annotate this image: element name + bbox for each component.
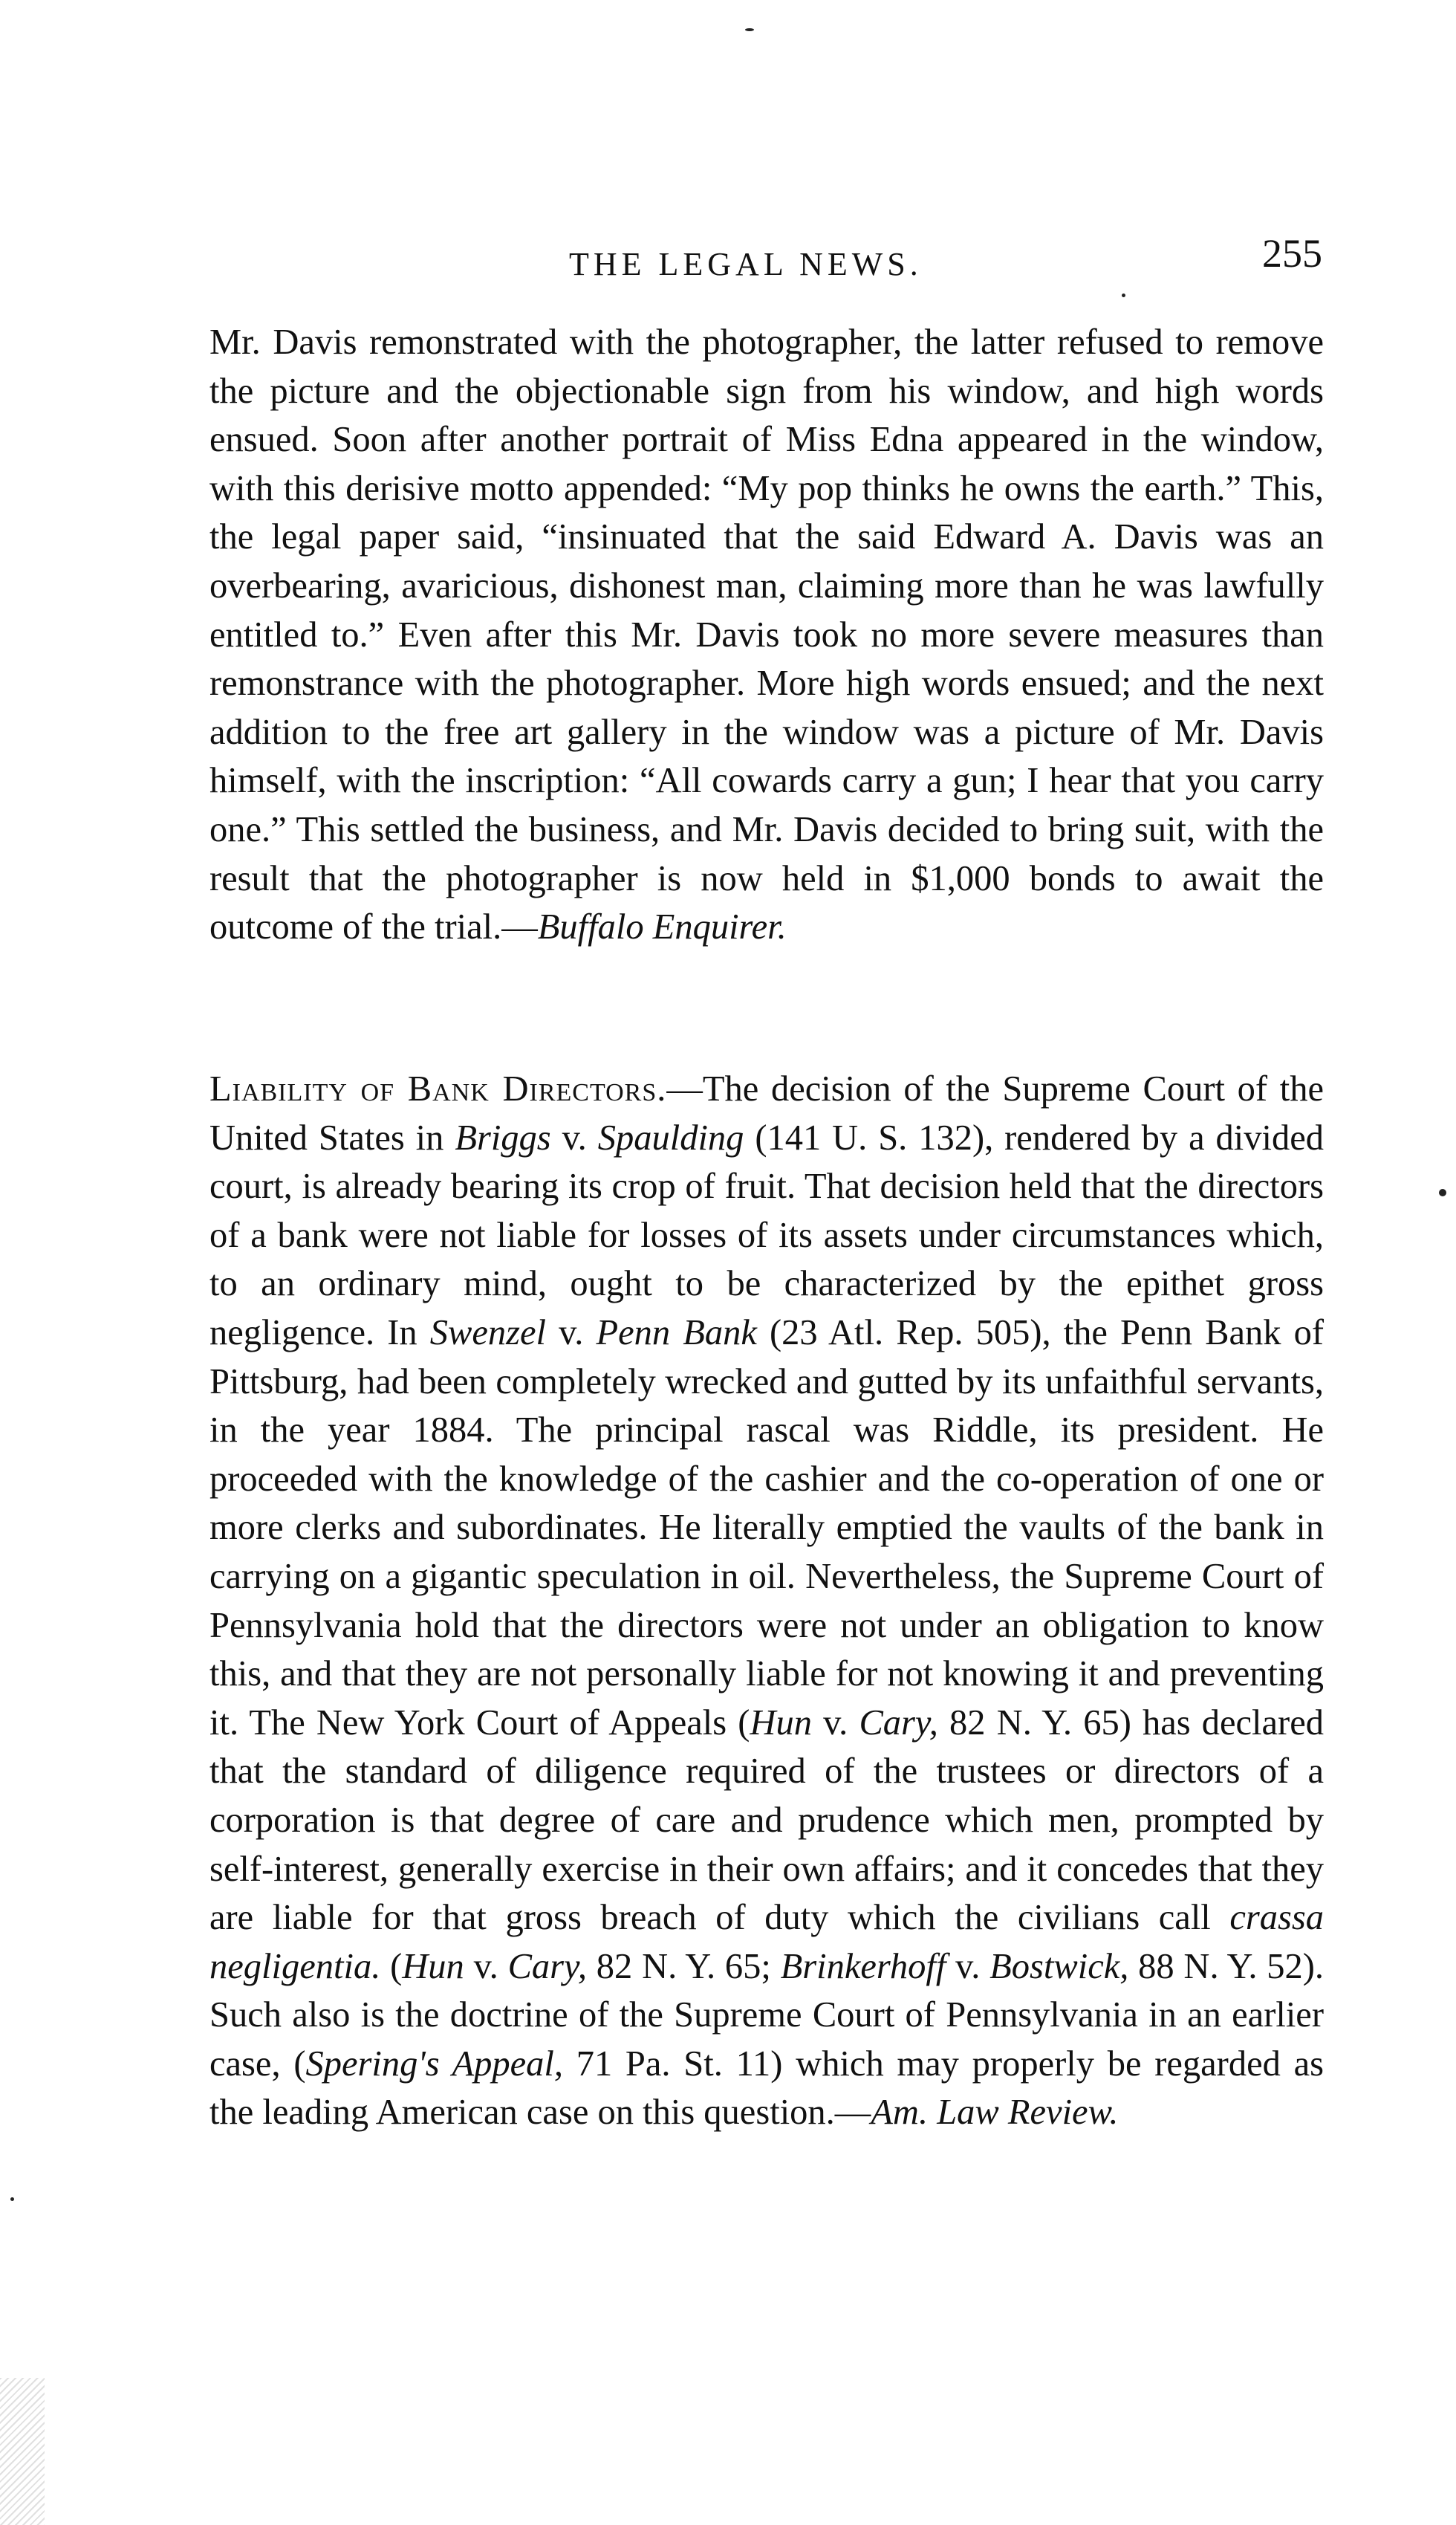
- italic-run: Buffalo Enquirer.: [537, 907, 787, 947]
- text-run: v.: [546, 1312, 597, 1352]
- ink-speck: [1122, 294, 1125, 297]
- italic-run: Hun: [750, 1702, 812, 1743]
- page-header: [208, 230, 1322, 290]
- text-run: 71 Pa. St. 11) which may properly be regarded as the leading American case on this question.—: [209, 2043, 1324, 2133]
- text-run: v.: [811, 1702, 859, 1743]
- italic-run: Am. Law Review.: [871, 2093, 1119, 2133]
- ink-speck: [745, 28, 754, 31]
- ink-speck: [10, 2197, 14, 2201]
- text-run: 82 N. Y. 65) has declared that the standard of diligence required of the trustees or directors of a corporation is that degree of care and prudence which men, prompted by self-interest, generally exercise in their own affairs; and it concedes that they are liable for that gross breach of duty which the civilians call: [209, 1702, 1324, 1938]
- scan-edge-noise: [0, 2378, 45, 2525]
- text-run: (141 U. S. 132), rendered by a divided court, is already bearing its crop of fruit. That decision held that the directors of a bank were not liable for losses of its assets under circumstances which, to an ordinary mind, ought to be characterized by the epithet gross negligence. In: [209, 1118, 1325, 1352]
- running-head: THE LEGAL NEWS.: [569, 246, 923, 282]
- italic-run: Hun: [402, 1946, 464, 1986]
- italic-run: Spering's Appeal,: [305, 2043, 563, 2084]
- text-run: v.: [946, 1946, 990, 1986]
- text-run: 88 N. Y. 52). Such also is the doctrine of the Supreme Court of Pennsylvania in an earlier case, (: [209, 1946, 1324, 2084]
- italic-run: Briggs: [455, 1118, 551, 1158]
- italic-run: crassa negligentia.: [209, 1898, 1324, 1986]
- italic-run: Cary,: [859, 1702, 938, 1743]
- paragraph-photographer-story: [209, 318, 1324, 952]
- italic-run: Bostwick,: [989, 1946, 1129, 1986]
- paragraph-text: [209, 318, 1324, 952]
- text-run: v.: [550, 1118, 598, 1158]
- ink-speck: [1439, 1189, 1446, 1196]
- page-number: 255: [1262, 231, 1322, 276]
- text-run: —The decision of the Supreme Court of the United States in: [209, 1069, 1325, 1158]
- italic-run: Penn Bank: [596, 1312, 757, 1352]
- text-run: 82 N. Y. 65;: [587, 1946, 781, 1986]
- paragraph-bank-directors: [209, 1065, 1324, 2137]
- italic-run: Spaulding: [597, 1118, 744, 1158]
- text-run: v.: [464, 1946, 508, 1986]
- paragraph-text: [209, 1065, 1324, 2137]
- text-run: Mr. Davis remonstrated with the photographer, the latter refused to remove the picture and the objectionable sign from his window, and high words ensued. Soon after another portrait of Miss Edna appeared in the window, with this derisive motto appended: “My pop thinks he owns the earth.” This, the legal paper said, “insinuated that the said Edward A. Davis was an overbearing, avaricious, dishonest man, claiming more than he was lawfully entitled to.” Even after this Mr. Davis took no more severe measures than remonstrance with the photographer. More high words ensued; and the next addition to the free art gallery in the window was a picture of Mr. Davis himself, with the inscription: “All cowards carry a gun; I hear that you carry one.” This settled the business, and Mr. Davis decided to bring suit, with the result that the photographer is now held in $1,000 bonds to await the outcome of the trial.—: [209, 322, 1324, 947]
- italic-run: Cary,: [507, 1946, 588, 1986]
- text-run: (: [380, 1946, 403, 1986]
- text-run: (23 Atl. Rep. 505), the Penn Bank of Pittsburg, had been completely wrecked and gutted by its unfaithful servants, in the year 1884. The principal rascal was Riddle, its president. He proceeded with the knowledge of the cashier and the co-operation of one or more clerks and subordinates. He literally emptied the vaults of the bank in carrying on a gigantic speculation in oil. Nevertheless, the Supreme Court of Pennsylvania hold that the directors were not under an obligation to know this, and that they are not personally liable for not knowing it and preventing it. The New York Court of Appeals (: [209, 1312, 1324, 1743]
- italic-run: Brinkerhoff: [780, 1946, 946, 1986]
- italic-run: Swenzel: [429, 1312, 547, 1352]
- section-lead-heading: Liability of Bank Directors.: [209, 1069, 667, 1109]
